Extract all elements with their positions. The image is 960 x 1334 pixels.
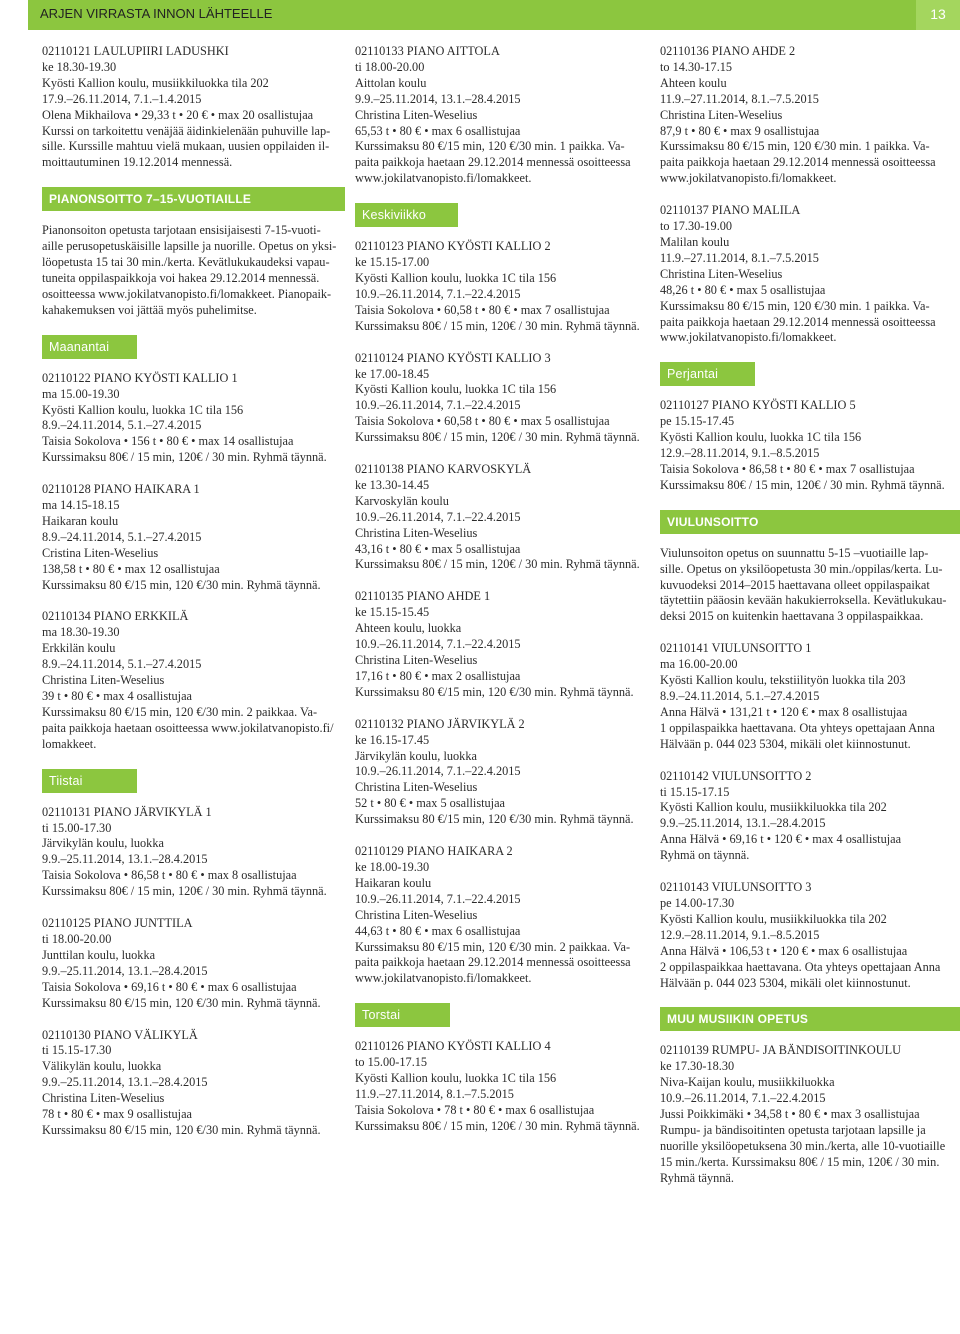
course-detail: 11.9.–27.11.2014, 8.1.–7.5.2015	[355, 1086, 514, 1101]
course-title: 02110141 VIULUNSOITTO 1	[660, 641, 812, 656]
text-line: täytettiin pääosin kevään hakukierroksella. Kevätlukukau-	[660, 593, 947, 608]
course-block	[355, 717, 651, 828]
course-detail: Haikaran koulu	[42, 513, 119, 528]
course-detail: 8.9.–24.11.2014, 5.1.–27.4.2015	[660, 689, 820, 703]
text-line: 02110121 LAULUPIIRI LADUSHKI	[42, 44, 229, 58]
course-detail: Kurssimaksu 80 €/15 min, 120 €/30 min. 1 paikka. Va-	[660, 139, 930, 154]
course-detail: lomakkeet.	[42, 736, 97, 751]
course-detail: Kurssimaksu 80€ / 15 min, 120€ / 30 min. Ryhmä täynnä.	[42, 884, 327, 899]
tuesday-course-list	[42, 805, 346, 1139]
course-detail: Kurssimaksu 80 €/15 min, 120 €/30 min. Ryhmä täynnä.	[42, 1122, 321, 1137]
text-line: Kurssi on tarkoitettu venäjää äidinkielenään puhuville lap-	[42, 123, 331, 138]
course-detail: Kurssimaksu 80 €/15 min, 120 €/30 min. Ryhmä täynnä.	[42, 577, 321, 592]
course-detail: 12.9.–28.11.2014, 9.1.–8.5.2015	[660, 927, 820, 942]
course-detail: Hälvään p. 044 023 5304, mikäli olet kiinnostunut.	[660, 736, 911, 751]
course-detail: 138,58 t • 80 € • max 12 osallistujaa	[42, 561, 220, 576]
course-detail: ti 15.00-17.30	[42, 820, 112, 835]
course-detail: 9.9.–25.11.2014, 13.1.–28.4.2015	[660, 816, 826, 831]
thursday-course-list-cont	[660, 44, 956, 346]
course-detail: Kyösti Kallion koulu, tekstiilityön luokka tila 203	[660, 673, 906, 688]
day-header-monday: Maanantai	[42, 335, 137, 359]
day-header-friday: Perjantai	[660, 362, 755, 386]
wednesday-course-list	[355, 239, 651, 987]
course-detail: Kyösti Kallion koulu, musiikkiluokka tila 202	[660, 911, 887, 926]
course-detail: Haikaran koulu	[355, 875, 432, 890]
course-title: 02110138 PIANO KARVOSKYLÄ	[355, 462, 532, 477]
course-detail: Christina Liten-Weselius	[355, 653, 478, 667]
course-detail: 65,53 t • 80 € • max 6 osallistujaa	[355, 123, 521, 138]
course-block	[660, 641, 956, 752]
course-detail: 87,9 t • 80 € • max 9 osallistujaa	[660, 123, 820, 138]
course-detail: Kurssimaksu 80 €/15 min, 120 €/30 min. Ryhmä täynnä.	[355, 812, 634, 827]
course-block	[355, 589, 651, 700]
course-detail: Ryhmä on täynnä.	[660, 848, 750, 863]
course-detail: ke 13.30-14.45	[355, 477, 430, 492]
course-detail: ma 18.30-19.30	[42, 625, 120, 640]
course-detail: 8.9.–24.11.2014, 5.1.–27.4.2015	[42, 418, 202, 433]
course-detail: Cristina Liten-Weselius	[42, 545, 159, 560]
course-detail: Kurssimaksu 80 €/15 min, 120 €/30 min. Ryhmä täynnä.	[355, 684, 634, 699]
course-block	[355, 239, 651, 334]
course-detail: paita paikkoja haetaan 29.12.2014 mennessä osoitteessa	[355, 955, 631, 970]
page-number: 13	[930, 6, 946, 22]
day-header-thursday: Torstai	[355, 1003, 450, 1027]
text-line: aille perusopetuskäisille lapsille ja nuorille. Opetus on yksi-	[42, 239, 337, 254]
course-detail: paita paikkoja haetaan osoitteessa www.jokilatvanopisto.fi/	[42, 720, 334, 735]
course-title: 02110134 PIANO ERKKILÄ	[42, 609, 189, 624]
course-detail: www.jokilatvanopisto.fi/lomakkeet.	[355, 171, 532, 186]
course-detail: Aittolan koulu	[355, 75, 427, 90]
course-block	[355, 351, 651, 446]
column-1	[42, 44, 346, 1155]
text-line: sille. Kurssille mahtuu vielä mukaan, uusien oppilaiden il-	[42, 139, 330, 154]
course-block	[42, 609, 346, 752]
course-detail: Ahteen koulu	[660, 75, 727, 90]
course-title: 02110130 PIANO VÄLIKYLÄ	[42, 1027, 198, 1042]
course-detail: Anna Hälvä • 131,21 t • 120 € • max 8 osallistujaa	[660, 704, 908, 719]
text-line: löopetusta 15 tai 30 min./kerta. Kevätlukukaudeksi vapau-	[42, 255, 330, 270]
course-detail: 10.9.–26.11.2014, 7.1.–22.4.2015	[355, 637, 521, 652]
course-title: 02110132 PIANO JÄRVIKYLÄ 2	[355, 716, 525, 731]
course-detail: 8.9.–24.11.2014, 5.1.–27.4.2015	[42, 657, 202, 672]
course-detail: 17,16 t • 80 € • max 2 osallistujaa	[355, 668, 521, 683]
course-detail: Christina Liten-Weselius	[355, 525, 478, 540]
course-detail: Taisia Sokolova • 86,58 t • 80 € • max 7 osallistujaa	[660, 461, 915, 476]
course-block	[355, 462, 651, 573]
course-detail: Karvoskylän koulu	[355, 493, 449, 508]
course-block	[42, 482, 346, 593]
course-detail: Kurssimaksu 80 €/15 min, 120 €/30 min. 2 paikkaa. Va-	[355, 939, 631, 954]
course-detail: paita paikkoja haetaan 29.12.2014 mennessä osoitteessa	[660, 314, 936, 329]
course-detail: ke 16.15-17.45	[355, 732, 430, 747]
course-detail: paita paikkoja haetaan 29.12.2014 mennessä osoitteessa	[355, 155, 631, 170]
course-title: 02110143 VIULUNSOITTO 3	[660, 880, 812, 895]
course-detail: Kurssimaksu 80 €/15 min, 120 €/30 min. 1 paikka. Va-	[660, 298, 930, 313]
section-description	[42, 223, 346, 318]
course-title: 02110136 PIANO AHDE 2	[660, 44, 796, 58]
course-detail: 10.9.–26.11.2014, 7.1.–22.4.2015	[355, 286, 521, 301]
text-line: 17.9.–26.11.2014, 7.1.–1.4.2015	[42, 91, 202, 106]
course-title: 02110133 PIANO AITTOLA	[355, 44, 500, 58]
course-detail: ke 15.15-15.45	[355, 605, 430, 620]
course-detail: Malilan koulu	[660, 234, 730, 249]
course-block	[660, 880, 956, 991]
text-line: Viulunsoiton opetus on suunnattu 5-15 –vuotiaille lap-	[660, 545, 929, 560]
text-line: moittautuminen 19.12.2014 mennessä.	[42, 155, 233, 170]
course-detail: ke 15.15-17.00	[355, 255, 430, 270]
section-header-piano: PIANONSOITTO 7–15-VUOTIAILLE	[42, 187, 345, 211]
course-detail: Ryhmä täynnä.	[660, 1170, 734, 1185]
course-detail: Jussi Poikkimäki • 34,58 t • 80 € • max 3 osallistujaa	[660, 1107, 920, 1122]
course-block	[660, 1043, 956, 1186]
course-title: 02110129 PIANO HAIKARA 2	[355, 844, 513, 859]
course-block	[660, 398, 956, 493]
course-detail: Niva-Kaijan koulu, musiikkiluokka	[660, 1075, 835, 1090]
course-detail: ke 18.00-19.30	[355, 859, 430, 874]
course-title: 02110126 PIANO KYÖSTI KALLIO 4	[355, 1039, 551, 1054]
course-detail: www.jokilatvanopisto.fi/lomakkeet.	[355, 971, 532, 986]
course-detail: to 14.30-17.15	[660, 59, 733, 74]
course-detail: Hälvään p. 044 023 5304, mikäli olet kiinnostunut.	[660, 975, 911, 990]
course-detail: 10.9.–26.11.2014, 7.1.–22.4.2015	[660, 1091, 826, 1106]
course-block	[355, 44, 651, 187]
text-line: ke 18.30-19.30	[42, 59, 117, 74]
course-detail: Christina Liten-Weselius	[355, 907, 478, 922]
section-header-other-music: MUU MUSIIKIN OPETUS	[660, 1007, 960, 1031]
course-detail: Kyösti Kallion koulu, musiikkiluokka tila 202	[660, 800, 887, 815]
course-detail: Kurssimaksu 80€ / 15 min, 120€ / 30 min. Ryhmä täynnä.	[355, 557, 640, 572]
course-detail: Anna Hälvä • 106,53 t • 120 € • max 6 osallistujaa	[660, 943, 908, 958]
course-detail: 9.9.–25.11.2014, 13.1.–28.4.2015	[355, 91, 521, 106]
course-detail: to 17.30-19.00	[660, 219, 733, 234]
course-title: 02110137 PIANO MALILA	[660, 203, 801, 218]
course-title: 02110128 PIANO HAIKARA 1	[42, 482, 200, 497]
day-header-wednesday: Keskiviikko	[355, 203, 458, 227]
course-detail: ke 17.00-18.45	[355, 366, 430, 381]
course-detail: ti 15.15-17.30	[42, 1043, 112, 1058]
course-detail: Kurssimaksu 80 €/15 min, 120 €/30 min. Ryhmä täynnä.	[42, 995, 321, 1010]
course-title: 02110123 PIANO KYÖSTI KALLIO 2	[355, 239, 551, 254]
course-detail: 44,63 t • 80 € • max 6 osallistujaa	[355, 923, 521, 938]
course-detail: 10.9.–26.11.2014, 7.1.–22.4.2015	[355, 764, 521, 779]
text-line: kuvuodeksi 2014–2015 haettavana olleet oppilaspaikat	[660, 577, 930, 592]
course-title: 02110122 PIANO KYÖSTI KALLIO 1	[42, 370, 238, 385]
course-detail: ti 18.00-20.00	[42, 931, 112, 946]
page-number-box	[916, 0, 960, 30]
course-detail: 78 t • 80 € • max 9 osallistujaa	[42, 1107, 193, 1122]
course-title: 02110127 PIANO KYÖSTI KALLIO 5	[660, 398, 856, 413]
course-title: 02110124 PIANO KYÖSTI KALLIO 3	[355, 350, 551, 365]
course-detail: ma 16.00-20.00	[660, 657, 738, 672]
course-detail: Christina Liten-Weselius	[42, 1091, 165, 1106]
course-detail: ti 18.00-20.00	[355, 59, 425, 74]
course-detail: 48,26 t • 80 € • max 5 osallistujaa	[660, 282, 826, 297]
course-block	[660, 203, 956, 346]
course-detail: nuorille yksilöopetuksena 30 min./kerta, alle 10-vuotiaille	[660, 1138, 946, 1153]
course-detail: Taisia Sokolova • 86,58 t • 80 € • max 8 osallistujaa	[42, 868, 297, 883]
column-3	[660, 44, 956, 1203]
course-detail: Kurssimaksu 80€ / 15 min, 120€ / 30 min. Ryhmä täynnä.	[660, 477, 945, 492]
course-detail: Kurssimaksu 80€ / 15 min, 120€ / 30 min. Ryhmä täynnä.	[42, 450, 327, 465]
course-detail: Taisia Sokolova • 156 t • 80 € • max 14 osallistujaa	[42, 434, 294, 449]
course-detail: 9.9.–25.11.2014, 13.1.–28.4.2015	[42, 852, 208, 867]
course-detail: www.jokilatvanopisto.fi/lomakkeet.	[660, 171, 837, 186]
course-detail: ke 17.30-18.30	[660, 1059, 735, 1074]
course-detail: 39 t • 80 € • max 4 osallistujaa	[42, 689, 193, 703]
course-detail: Järvikylän koulu, luokka	[42, 836, 164, 851]
text-line: tuneita oppilaspaikkoja voi hakea 29.12.2014 mennessä.	[42, 270, 320, 285]
course-detail: 11.9.–27.11.2014, 8.1.–7.5.2015	[660, 250, 819, 265]
course-detail: Erkkilän koulu	[42, 641, 116, 656]
course-detail: Rumpu- ja bändisoitinten opetusta tarjotaan lapsille ja	[660, 1122, 926, 1137]
course-detail: 9.9.–25.11.2014, 13.1.–28.4.2015	[42, 1075, 208, 1090]
course-detail: 11.9.–27.11.2014, 8.1.–7.5.2015	[660, 91, 819, 106]
course-detail: 10.9.–26.11.2014, 7.1.–22.4.2015	[355, 891, 521, 906]
course-detail: Kyösti Kallion koulu, luokka 1C tila 156	[660, 430, 862, 445]
course-block	[660, 769, 956, 864]
course-detail: 2 oppilaspaikkaa haettavana. Ota yhteys opettajaan Anna	[660, 959, 941, 974]
course-detail: to 15.00-17.15	[355, 1055, 428, 1070]
course-detail: 9.9.–25.11.2014, 13.1.–28.4.2015	[42, 963, 208, 978]
course-detail: Christina Liten-Weselius	[660, 266, 783, 281]
course-block	[42, 44, 346, 171]
course-detail: 43,16 t • 80 € • max 5 osallistujaa	[355, 541, 521, 556]
course-detail: Ahteen koulu, luokka	[355, 621, 462, 636]
text-line: osoitteessa www.jokilatvanopisto.fi/lomakkeet. Pianopaik-	[42, 286, 332, 301]
thursday-course-list	[355, 1039, 651, 1134]
course-detail: ti 15.15-17.15	[660, 784, 730, 799]
text-line: kahakemuksen voi jättää myös puhelimitse.	[42, 302, 257, 317]
course-title: 02110125 PIANO JUNTTILA	[42, 916, 193, 931]
course-detail: paita paikkoja haetaan 29.12.2014 mennessä osoitteessa	[660, 155, 936, 170]
course-detail: pe 14.00-17.30	[660, 895, 735, 910]
course-detail: Välikylän koulu, luokka	[42, 1059, 162, 1074]
course-detail: Anna Hälvä • 69,16 t • 120 € • max 4 osallistujaa	[660, 832, 902, 847]
text-line: deksi 2015 on kuitenkin haettavana 3 oppilaspaikkaa.	[660, 609, 924, 624]
course-detail: Taisia Sokolova • 78 t • 80 € • max 6 osallistujaa	[355, 1102, 595, 1117]
course-detail: Kurssimaksu 80€ / 15 min, 120€ / 30 min. Ryhmä täynnä.	[355, 1118, 640, 1133]
text-line: Olena Mikhailova • 29,33 t • 20 € • max 20 osallistujaa	[42, 107, 314, 122]
section-description	[660, 546, 956, 626]
course-title: 02110131 PIANO JÄRVIKYLÄ 1	[42, 804, 212, 819]
text-line: sille. Opetus on yksilöopetusta 30 min./oppilas/kerta. Lu-	[660, 561, 943, 576]
course-detail: 8.9.–24.11.2014, 5.1.–27.4.2015	[42, 529, 202, 544]
course-detail: Christina Liten-Weselius	[355, 107, 478, 122]
course-detail: Christina Liten-Weselius	[660, 107, 783, 122]
course-block	[355, 844, 651, 987]
course-block	[355, 1039, 651, 1134]
course-detail: Taisia Sokolova • 60,58 t • 80 € • max 5 osallistujaa	[355, 414, 610, 429]
page-header	[28, 0, 960, 30]
course-detail: Kurssimaksu 80 €/15 min, 120 €/30 min. 2 paikkaa. Va-	[42, 704, 318, 719]
course-block	[42, 371, 346, 466]
course-block	[660, 44, 956, 187]
course-detail: 52 t • 80 € • max 5 osallistujaa	[355, 796, 506, 811]
course-block	[42, 1028, 346, 1139]
column-2	[355, 44, 651, 1151]
day-header-tuesday: Tiistai	[42, 769, 137, 793]
course-detail: Taisia Sokolova • 60,58 t • 80 € • max 7 osallistujaa	[355, 302, 610, 317]
course-detail: Christina Liten-Weselius	[42, 673, 165, 688]
header-title: ARJEN VIRRASTA INNON LÄHTEELLE	[40, 6, 273, 21]
course-detail: 1 oppilaspaikka haettavana. Ota yhteys opettajaan Anna	[660, 720, 935, 735]
section-header-violin: VIULUNSOITTO	[660, 510, 960, 534]
other-course-list	[660, 1043, 956, 1186]
course-block	[42, 916, 346, 1011]
course-detail: Junttilan koulu, luokka	[42, 947, 156, 962]
monday-course-list	[42, 371, 346, 753]
violin-course-list	[660, 641, 956, 991]
course-detail: Kyösti Kallion koulu, luokka 1C tila 156	[355, 382, 557, 397]
course-detail: Kurssimaksu 80€ / 15 min, 120€ / 30 min. Ryhmä täynnä.	[355, 430, 640, 445]
text-line: Kyösti Kallion koulu, musiikkiluokka tila 202	[42, 75, 269, 90]
friday-course-list	[660, 398, 956, 493]
course-detail: 12.9.–28.11.2014, 9.1.–8.5.2015	[660, 446, 820, 461]
course-detail: Järvikylän koulu, luokka	[355, 748, 477, 763]
course-title: 02110142 VIULUNSOITTO 2	[660, 768, 812, 783]
course-detail: Kurssimaksu 80€ / 15 min, 120€ / 30 min. Ryhmä täynnä.	[355, 318, 640, 333]
course-detail: ma 14.15-18.15	[42, 498, 120, 513]
course-block	[42, 805, 346, 900]
course-detail: www.jokilatvanopisto.fi/lomakkeet.	[660, 330, 837, 345]
course-title: 02110139 RUMPU- JA BÄNDISOITINKOULU	[660, 1043, 902, 1058]
course-detail: Kurssimaksu 80 €/15 min, 120 €/30 min. 1 paikka. Va-	[355, 139, 625, 154]
tuesday-course-list-cont	[355, 44, 651, 187]
course-detail: Taisia Sokolova • 69,16 t • 80 € • max 6 osallistujaa	[42, 979, 297, 994]
course-detail: pe 15.15-17.45	[660, 414, 735, 429]
course-detail: 15 min./kerta. Kurssimaksu 80€ / 15 min, 120€ / 30 min.	[660, 1154, 940, 1169]
course-detail: ma 15.00-19.30	[42, 386, 120, 401]
course-detail: Christina Liten-Weselius	[355, 780, 478, 795]
course-title: 02110135 PIANO AHDE 1	[355, 589, 491, 604]
course-detail: Kyösti Kallion koulu, luokka 1C tila 156	[355, 270, 557, 285]
text-line: Pianonsoiton opetusta tarjotaan ensisijaisesti 7-15-vuoti-	[42, 223, 321, 238]
course-detail: Kyösti Kallion koulu, luokka 1C tila 156	[355, 1071, 557, 1086]
course-detail: 10.9.–26.11.2014, 7.1.–22.4.2015	[355, 509, 521, 524]
course-detail: 10.9.–26.11.2014, 7.1.–22.4.2015	[355, 398, 521, 413]
course-detail: Kyösti Kallion koulu, luokka 1C tila 156	[42, 402, 244, 417]
